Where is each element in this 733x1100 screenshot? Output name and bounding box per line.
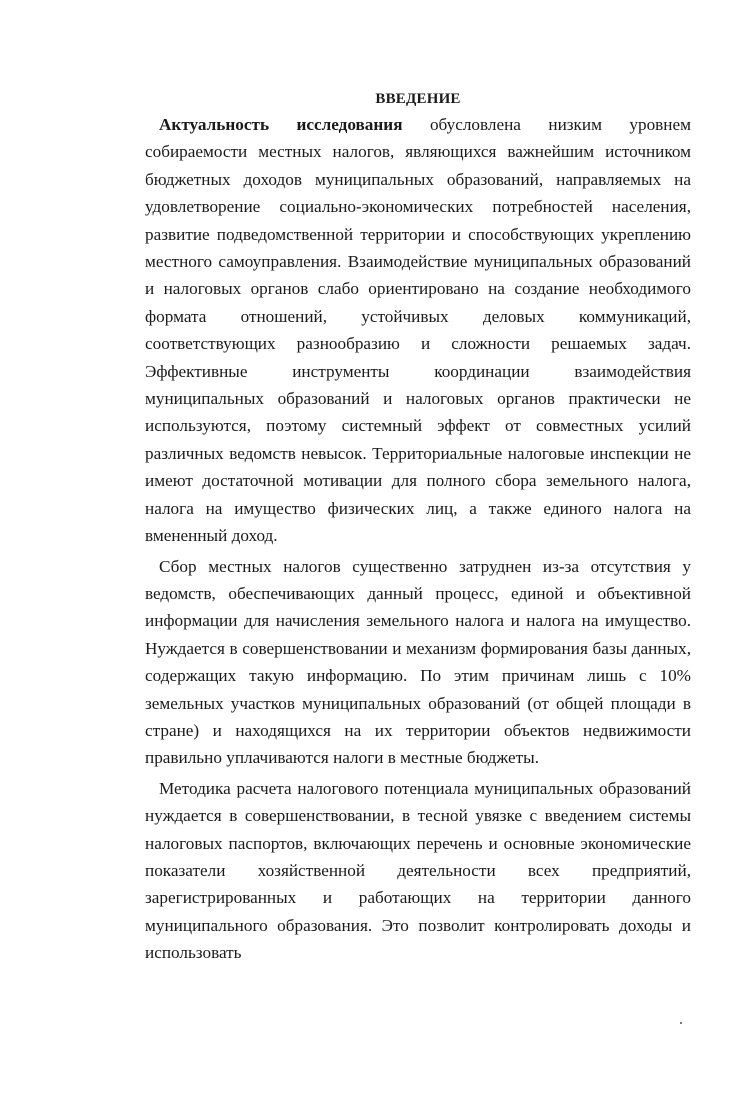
document-page	[145, 88, 691, 970]
scan-speck	[680, 1022, 682, 1024]
paragraph-methodology	[145, 775, 691, 967]
paragraph-collection	[145, 553, 691, 772]
section-heading: ВВЕДЕНИЕ	[375, 91, 461, 107]
paragraph-relevance	[145, 111, 691, 550]
paragraph-lead-bold: Актуальность исследования	[159, 115, 403, 134]
paragraph-body: обусловлена низким уровнем собираемости местных налогов, являющихся важнейшим источником бюджетных доходов муниципальных образований, направляемых на удовлетворение социально-экономических потребностей населения, развитие подведомственной территории и способствующих укреплению местного самоуправления. Взаимодействие муниципальных образований и налоговых органов слабо ориентировано на создание необходимого формата отношений, устойчивых деловых коммуникаций, соответствующих разнообразию и сложности решаемых задач. Эффективные инструменты координации взаимодействия муниципальных образований и налоговых органов практически не используются, поэтому системный эффект от совместных усилий различных ведомств невысок. Территориальные налоговые инспекции не имеют достаточной мотивации для полного сбора земельного налога, налога на имущество физических лиц, а также единого налога на вмененный доход.	[145, 115, 692, 546]
paragraph-body: Сбор местных налогов существенно затруднен из-за отсутствия у ведомств, обеспечивающих данный процесс, единой и объективной информации для начисления земельного налога и налога на имущество. Нуждается в совершенствовании и механизм формирования базы данных, содержащих такую информацию. По этим причинам лишь с 10% земельных участков муниципальных образований (от общей площади в стране) и находящихся на их территории объектов недвижимости правильно уплачиваются налоги в местные бюджеты.	[145, 556, 691, 768]
paragraph-body: Методика расчета налогового потенциала муниципальных образований нуждается в совершенствовании, в тесной увязке с введением системы налоговых паспортов, включающих перечень и основные экономические показатели хозяйственной деятельности всех предприятий, зарегистрированных и работающих на территории данного муниципального образования. Это позволит контролировать доходы и использовать	[145, 778, 691, 963]
